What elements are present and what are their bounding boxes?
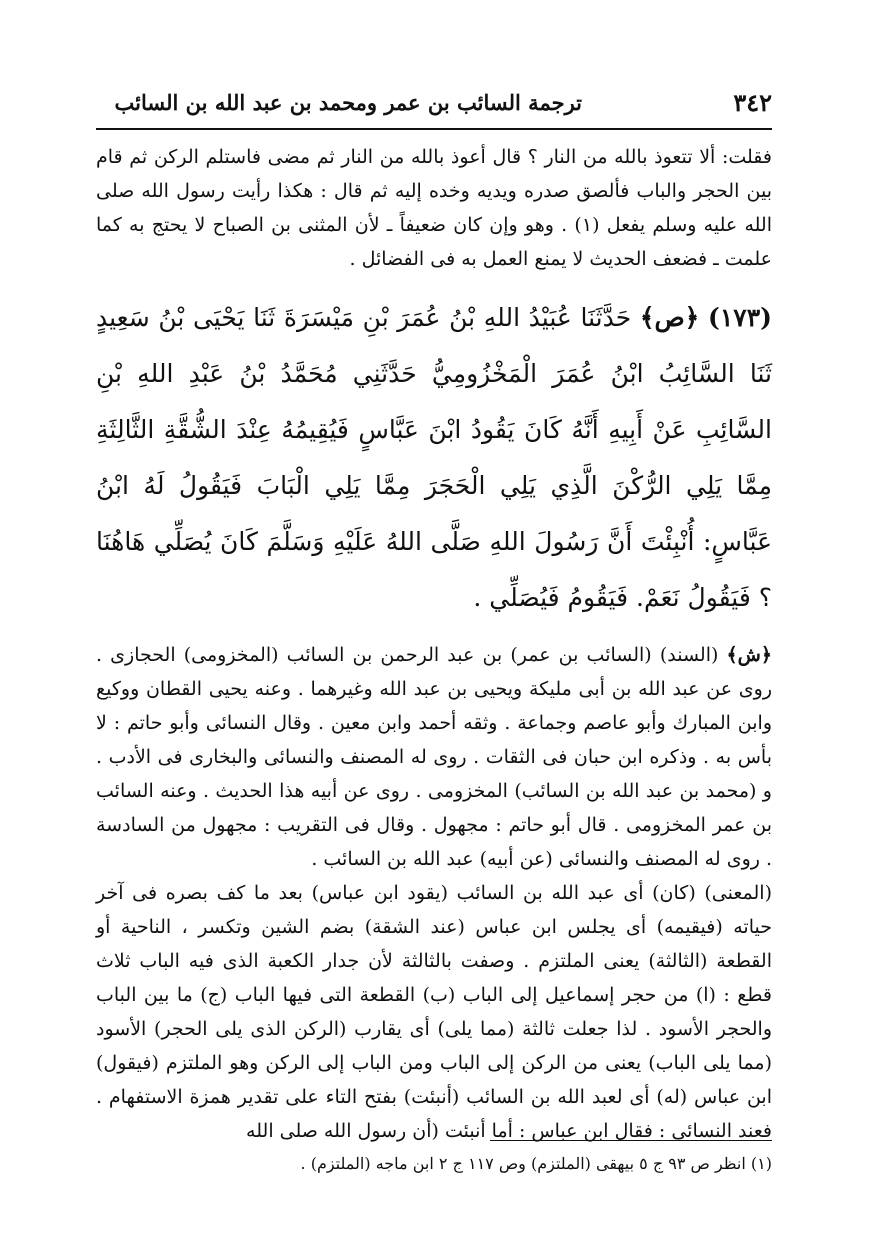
page-number: ٣٤٢ xyxy=(733,88,772,117)
hadith-label: ﴿ص﴾ xyxy=(639,303,700,332)
sharh-meaning-paragraph: (المعنى) (كان) أى عبد الله بن السائب (يقود ابن عباس) بعد ما كف بصره فى آخر حياته (فيقيمه) أى يجلس ابن عباس (عند الشقة) بضم الشين وتكسر ، الناحية أو القطعة (الثالثة) يعنى الملتزم . وصفت بالثالثة لأن جدار الكعبة الذى فيه الباب ثلاث قطع : (ا) من حجر إسماعيل إلى الباب (ب) القطعة التى فيها الباب (ج) ما بين الباب والحجر الأسود . لذا جعلت ثالثة (مما يلى) أى يقارب (الركن الذى يلى الحجر) الأسود (مما يلى الباب) يعنى من الركن إلى الباب ومن الباب إلى الركن وهو الملتزم (فيقول) ابن عباس (له) أى لعبد الله بن السائب (أنبئت) بفتح التاء على تقدير همزة الاستفهام . فعند النسائى : فقال ابن عباس : أما أنبئت (أن رسول الله صلى الله xyxy=(96,882,772,1142)
page-header xyxy=(96,84,772,126)
hadith-number: (١٧٣) xyxy=(708,303,772,332)
sharh-sanad-text: (السند) (السائب بن عمر) بن عبد الرحمن بن السائب (المخزومى) الحجازى . روى عن عبد الله بن أبى مليكة ويحيى بن عبد الله وغيرهما . وعنه يحيى القطان ووكيع وابن المبارك وأبو عاصم وجماعة . وثقه أحمد وابن معين . وقال النسائى وأبو حاتم : لا بأس به . وذكره ابن حبان فى الثقات . روى له المصنف والنسائى والبخارى فى الأدب . و (محمد بن عبد الله بن السائب) المخزومى . روى عن أبيه هذا الحديث . وعنه السائب بن عمر المخزومى . قال أبو حاتم : مجهول . وقال فى التقريب : مجهول من السادسة . روى له المصنف والنسائى (عن أبيه) عبد الله بن السائب . xyxy=(96,644,772,870)
sharh-sanad-paragraph xyxy=(96,638,772,876)
footnote-divider xyxy=(490,1140,772,1141)
sharh-label: ﴿ش﴾ xyxy=(726,644,773,666)
hadith-text: حَدَّثَنَا عُبَيْدُ اللهِ بْنُ عُمَرَ بْنِ مَيْسَرَةَ ثَنَا يَحْيَى بْنُ سَعِيدٍ ثَنَا السَّائِبُ ابْنُ عُمَرَ الْمَخْزُومِيُّ حَدَّثَنِي مُحَمَّدُ بْنُ عَبْدِ اللهِ بْنِ السَّائِبِ عَنْ أَبِيهِ أَنَّهُ كَانَ يَقُودُ ابْنَ عَبَّاسٍ فَيُقِيمُهُ عِنْدَ الشُّقَّةِ الثَّالِثَةِ مِمَّا يَلِي الرُّكْنَ الَّذِي يَلِي الْحَجَرَ مِمَّا يَلِي الْبَابَ فَيَقُولُ لَهُ ابْنُ عَبَّاسٍ: أُنْبِئْتَ أَنَّ رَسُولَ اللهِ صَلَّى اللهُ عَلَيْهِ وَسَلَّمَ كَانَ يُصَلِّي هَاهُنَا ؟ فَيَقُولُ نَعَمْ. فَيَقُومُ فَيُصَلِّي . xyxy=(96,303,772,612)
hadith-block xyxy=(96,290,772,626)
page-body xyxy=(96,140,772,1148)
header-divider xyxy=(96,128,772,130)
intro-paragraph: فقلت: ألا تتعوذ بالله من النار ؟ قال أعوذ بالله من النار ثم مضى فاستلم الركن ثم قام بين الحجر والباب فألصق صدره ويديه وخده إليه ثم قال : هكذا رأيت رسول الله صلى الله عليه وسلم يفعل (١) . وهو وإن كان ضعيفاً ـ لأن المثنى بن الصباح لا يحتج به كما علمت ـ فضعف الحديث لا يمنع العمل به فى الفضائل . xyxy=(96,146,772,270)
footnote: (١) انظر ص ٩٣ ج ٥ بيهقى (الملتزم) وص ١١٧ ج ٢ ابن ماجه (الملتزم) . xyxy=(300,1154,772,1173)
running-title: ترجمة السائب بن عمر ومحمد بن عبد الله بن السائب xyxy=(114,90,582,115)
